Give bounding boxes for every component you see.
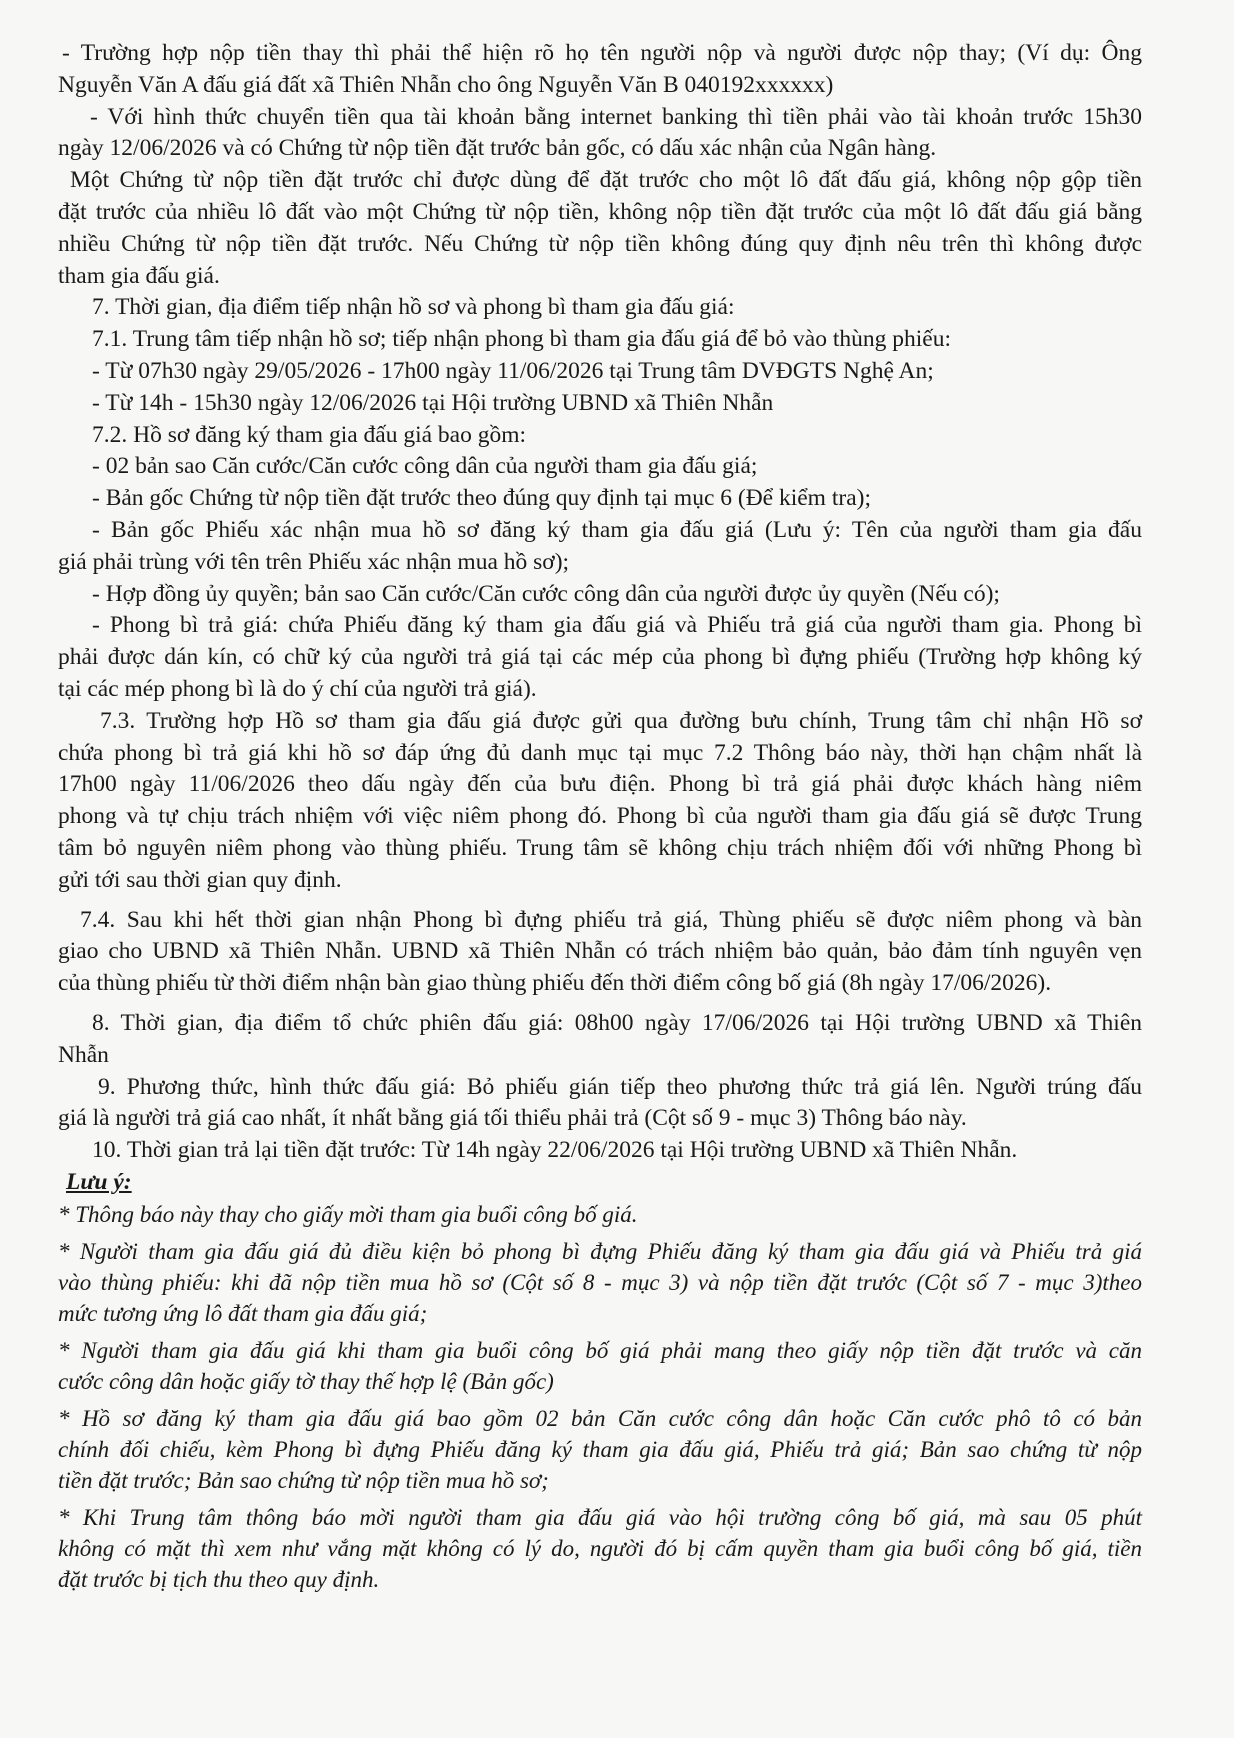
paragraph-line: tham gia đấu giá. <box>58 262 220 289</box>
paragraph-line: giao cho UBND xã Thiên Nhẫn. UBND xã Thiên Nhẫn có trách nhiệm bảo quản, bảo đảm tính nguyên vẹn <box>58 938 1142 965</box>
paragraph-line: - Trường hợp nộp tiền thay thì phải thể hiện rõ họ tên người nộp và người được nộp thay; (Ví dụ: Ông <box>62 40 1142 66</box>
paragraph-line: Một Chứng từ nộp tiền đặt trước chỉ được dùng để đặt trước cho một lô đất đấu giá, không nộp gộp tiền <box>70 167 1142 194</box>
note-item-continuation: không có mặt thì xem như vắng mặt không có lý do, người đó bị cấm quyền tham gia buổi công bố giá, tiền <box>58 1535 1142 1561</box>
section-7-1-heading: 7.1. Trung tâm tiếp nhận hồ sơ; tiếp nhận phong bì tham gia đấu giá để bỏ vào thùng phiếu: <box>92 326 951 353</box>
list-item: - Bản gốc Phiếu xác nhận mua hồ sơ đăng ký tham gia đấu giá (Lưu ý: Tên của người tham gia đấu <box>92 516 1142 543</box>
paragraph-line: gửi tới sau thời gian quy định. <box>58 866 342 893</box>
section-10-paragraph: 10. Thời gian trả lại tiền đặt trước: Từ 14h ngày 22/06/2026 tại Hội trường UBND xã Thiên Nhẫn. <box>92 1137 1018 1164</box>
note-item-continuation: vào thùng phiếu: khi đã nộp tiền mua hồ sơ (Cột số 8 - mục 3) và nộp tiền đặt trước (Cột số 7 - mục 3)theo <box>58 1269 1142 1295</box>
section-7-3-paragraph: 7.3. Trường hợp Hồ sơ tham gia đấu giá được gửi qua đường bưu chính, Trung tâm chỉ nhận Hồ sơ <box>100 707 1142 734</box>
section-8-paragraph: 8. Thời gian, địa điểm tổ chức phiên đấu giá: 08h00 ngày 17/06/2026 tại Hội trường UBND xã Thiên <box>92 1009 1142 1036</box>
note-item: * Hồ sơ đăng ký tham gia đấu giá bao gồm 02 bản Căn cước công dân hoặc Căn cước phô tô có bản <box>58 1405 1142 1431</box>
note-item: * Người tham gia đấu giá đủ điều kiện bỏ phong bì đựng Phiếu đăng ký tham gia đấu giá và Phiếu trả giá <box>58 1238 1142 1264</box>
paragraph-line: - Với hình thức chuyển tiền qua tài khoản bằng internet banking thì tiền phải vào tài khoản trước 15h30 <box>90 103 1142 130</box>
list-item: - Phong bì trả giá: chứa Phiếu đăng ký tham gia đấu giá và Phiếu trả giá của người tham gia. Phong bì <box>92 612 1142 639</box>
paragraph-line: tâm bỏ nguyên niêm phong vào thùng phiếu. Trung tâm sẽ không chịu trách nhiệm đối với những Phong bì <box>58 834 1142 861</box>
note-item-continuation: chính đối chiếu, kèm Phong bì đựng Phiếu đăng ký tham gia đấu giá, Phiếu trả giá; Bản sao chứng từ nộp <box>58 1436 1142 1462</box>
list-item: - Từ 14h - 15h30 ngày 12/06/2026 tại Hội trường UBND xã Thiên Nhẫn <box>92 389 774 416</box>
paragraph-line: 17h00 ngày 11/06/2026 theo dấu ngày đến của bưu điện. Phong bì trả giá phải được khách hàng niêm <box>58 771 1142 798</box>
list-item: - Từ 07h30 ngày 29/05/2026 - 17h00 ngày 11/06/2026 tại Trung tâm DVĐGTS Nghệ An; <box>92 357 934 384</box>
note-item-continuation: đặt trước bị tịch thu theo quy định. <box>58 1566 380 1592</box>
list-item: - Bản gốc Chứng từ nộp tiền đặt trước theo đúng quy định tại mục 6 (Để kiểm tra); <box>92 485 871 512</box>
paragraph-line: ngày 12/06/2026 và có Chứng từ nộp tiền đặt trước bản gốc, có dấu xác nhận của Ngân hàng. <box>58 135 937 162</box>
section-7-heading: 7. Thời gian, địa điểm tiếp nhận hồ sơ và phong bì tham gia đấu giá: <box>92 294 735 321</box>
list-item-continuation: tại các mép phong bì là do ý chí của người trả giá). <box>58 675 537 702</box>
note-item-continuation: tiền đặt trước; Bản sao chứng từ nộp tiền mua hồ sơ; <box>58 1467 549 1493</box>
section-9-paragraph: 9. Phương thức, hình thức đấu giá: Bỏ phiếu gián tiếp theo phương thức trả giá lên. Người trúng đấu <box>98 1073 1142 1100</box>
notes-title: Lưu ý: <box>66 1168 132 1195</box>
list-item-continuation: giá phải trùng với tên trên Phiếu xác nhận mua hồ sơ); <box>58 548 570 575</box>
note-item-continuation: mức tương ứng lô đất tham gia đấu giá; <box>58 1300 428 1326</box>
note-item: * Người tham gia đấu giá khi tham gia buổi công bố giá phải mang theo giấy nộp tiền đặt trước và căn <box>58 1337 1142 1363</box>
note-item-continuation: cước công dân hoặc giấy tờ thay thế hợp lệ (Bản gốc) <box>58 1368 554 1394</box>
paragraph-line: phong và tự chịu trách nhiệm với việc niêm phong đó. Phong bì của người tham gia đấu giá sẽ được Trung <box>58 803 1142 830</box>
paragraph-line: đặt trước của nhiều lô đất vào một Chứng từ nộp tiền, không nộp tiền đặt trước của một lô đất đấu giá bằng <box>58 198 1142 225</box>
note-item: * Khi Trung tâm thông báo mời người tham gia đấu giá vào hội trường công bố giá, mà sau 05 phút <box>58 1504 1142 1530</box>
paragraph-line: Nhẫn <box>58 1041 109 1068</box>
paragraph-line: chứa phong bì trả giá khi hồ sơ đáp ứng đủ danh mục tại mục 7.2 Thông báo này, thời hạn chậm nhất là <box>58 739 1142 766</box>
paragraph-line: giá là người trả giá cao nhất, ít nhất bằng giá tối thiểu phải trả (Cột số 9 - mục 3) Thông báo này. <box>58 1105 967 1132</box>
note-item: * Thông báo này thay cho giấy mời tham gia buổi công bố giá. <box>58 1201 638 1227</box>
paragraph-line: nhiều Chứng từ nộp tiền đặt trước. Nếu Chứng từ nộp tiền không đúng quy định nêu trên thì không được <box>58 230 1142 257</box>
paragraph-line: Nguyễn Văn A đấu giá đất xã Thiên Nhẫn cho ông Nguyễn Văn B 040192xxxxxx) <box>58 71 834 98</box>
list-item-continuation: phải được dán kín, có chữ ký của người trả giá tại các mép của phong bì đựng phiếu (Trường hợp không ký <box>58 644 1142 671</box>
section-7-4-paragraph: 7.4. Sau khi hết thời gian nhận Phong bì đựng phiếu trả giá, Thùng phiếu sẽ được niêm phong và bàn <box>80 906 1142 933</box>
paragraph-line: của thùng phiếu từ thời điểm nhận bàn giao thùng phiếu đến thời điểm công bố giá (8h ngày 17/06/2026). <box>58 970 1052 997</box>
list-item: - Hợp đồng ủy quyền; bản sao Căn cước/Căn cước công dân của người được ủy quyền (Nếu có); <box>92 580 1000 607</box>
section-7-2-heading: 7.2. Hồ sơ đăng ký tham gia đấu giá bao gồm: <box>92 421 527 448</box>
list-item: - 02 bản sao Căn cước/Căn cước công dân của người tham gia đấu giá; <box>92 453 758 480</box>
